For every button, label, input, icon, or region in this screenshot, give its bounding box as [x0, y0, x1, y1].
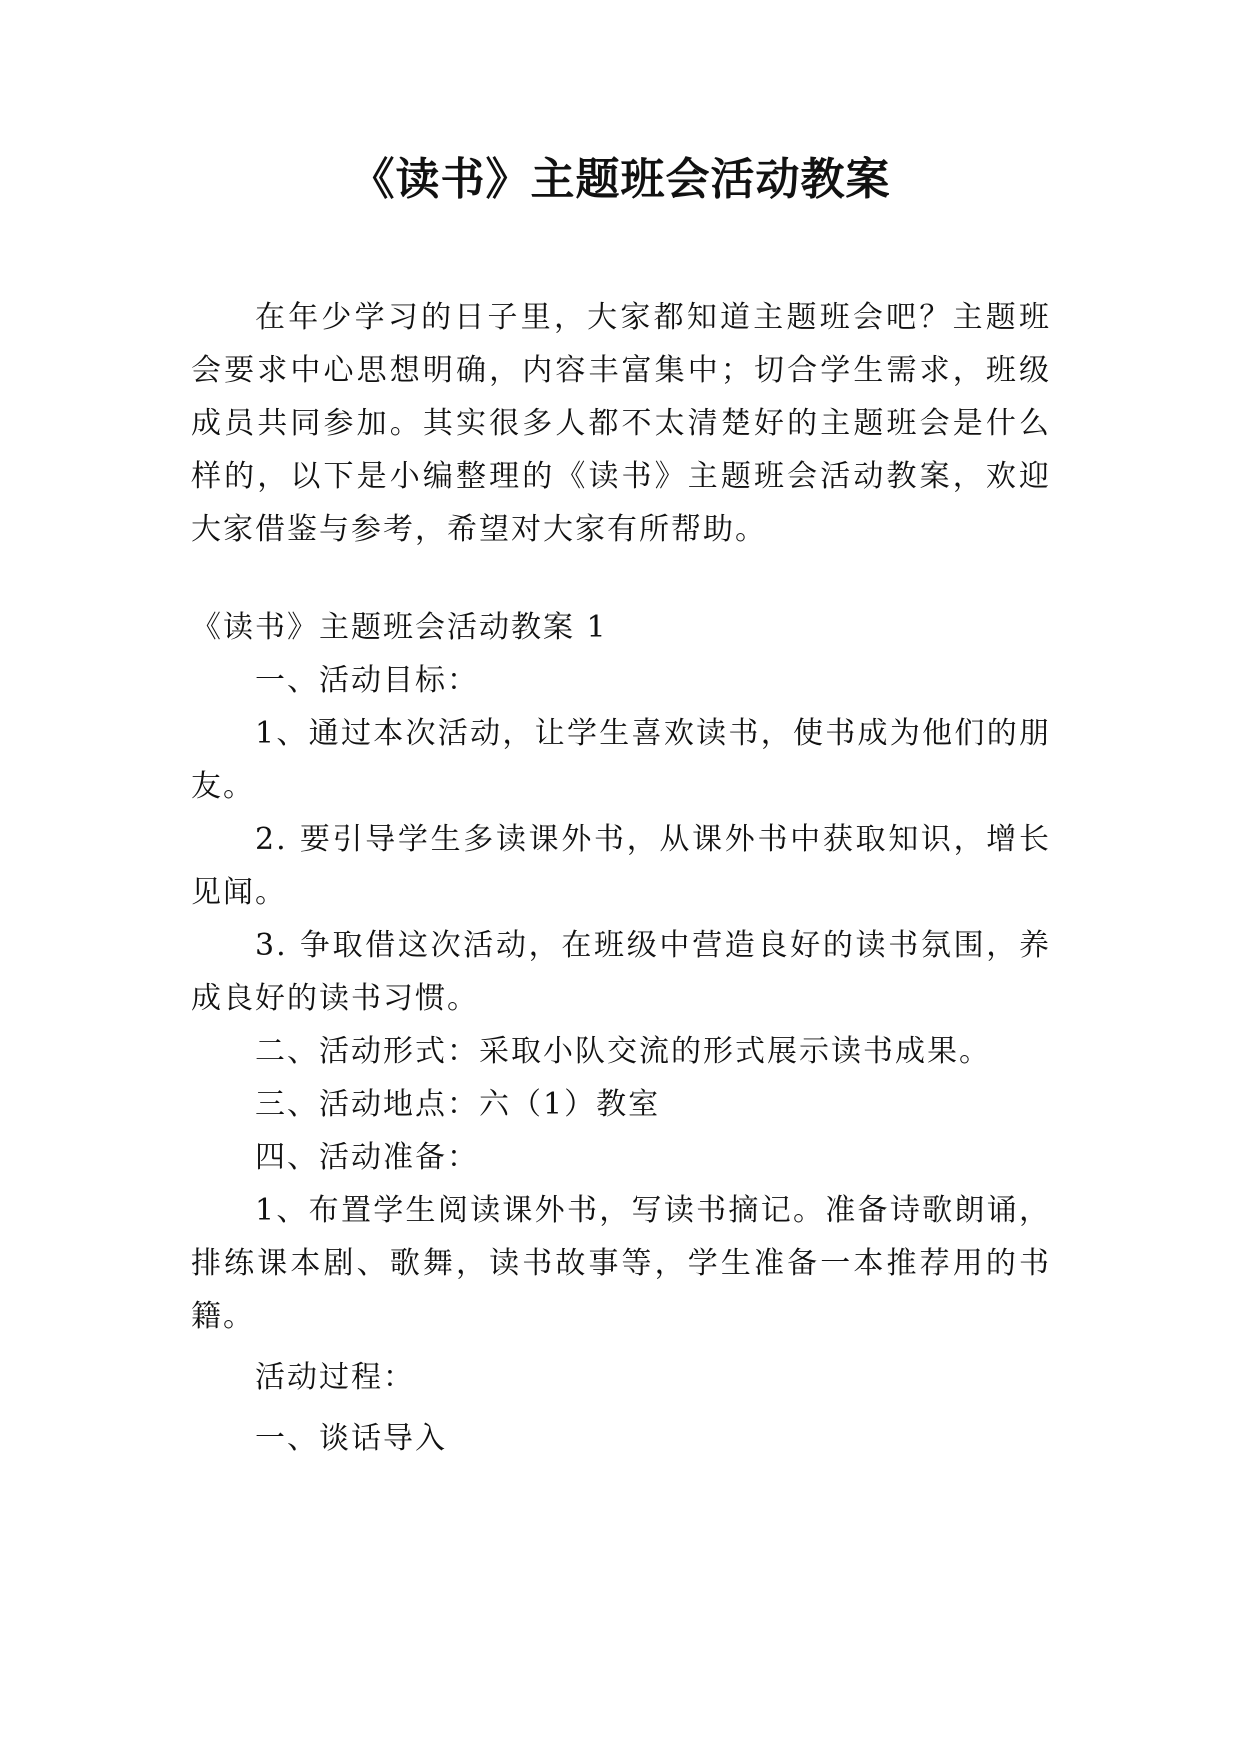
section-heading: 《读书》主题班会活动教案 1	[191, 610, 608, 645]
page-title: 《读书》主题班会活动教案	[350, 154, 891, 205]
paragraph-activity-form: 二、活动形式：采取小队交流的形式展示读书成果。	[255, 1034, 991, 1069]
paragraph-preparation-1: 1、布置学生阅读课外书，写读书摘记。准备诗歌朗诵，排练课本剧、歌舞，读书故事等，学生准备一本推荐用的书籍。	[191, 1193, 1051, 1334]
paragraph-objective-3: 3. 争取借这次活动，在班级中营造良好的读书氛围，养成良好的读书习惯。	[191, 928, 1051, 1016]
paragraph-objective-2: 2. 要引导学生多读课外书，从课外书中获取知识，增长见闻。	[191, 822, 1051, 910]
paragraph-objectives-heading: 一、活动目标：	[255, 663, 479, 698]
paragraph-intro-talk: 一、谈话导入	[255, 1421, 447, 1456]
intro-paragraph: 在年少学习的日子里，大家都知道主题班会吧？主题班会要求中心思想明确，内容丰富集中；切合学生需求，班级成员共同参加。其实很多人都不太清楚好的主题班会是什么样的，以下是小编整理的《读书》主题班会活动教案，欢迎大家借鉴与参考，希望对大家有所帮助。	[191, 300, 1051, 547]
paragraph-process-heading: 活动过程：	[255, 1360, 415, 1395]
paragraph-activity-location: 三、活动地点：六（1）教室	[255, 1087, 661, 1122]
document-body	[191, 291, 1051, 1465]
paragraph-objective-1: 1、通过本次活动，让学生喜欢读书，使书成为他们的朋友。	[191, 716, 1051, 804]
paragraph-preparation-heading: 四、活动准备：	[255, 1140, 479, 1175]
